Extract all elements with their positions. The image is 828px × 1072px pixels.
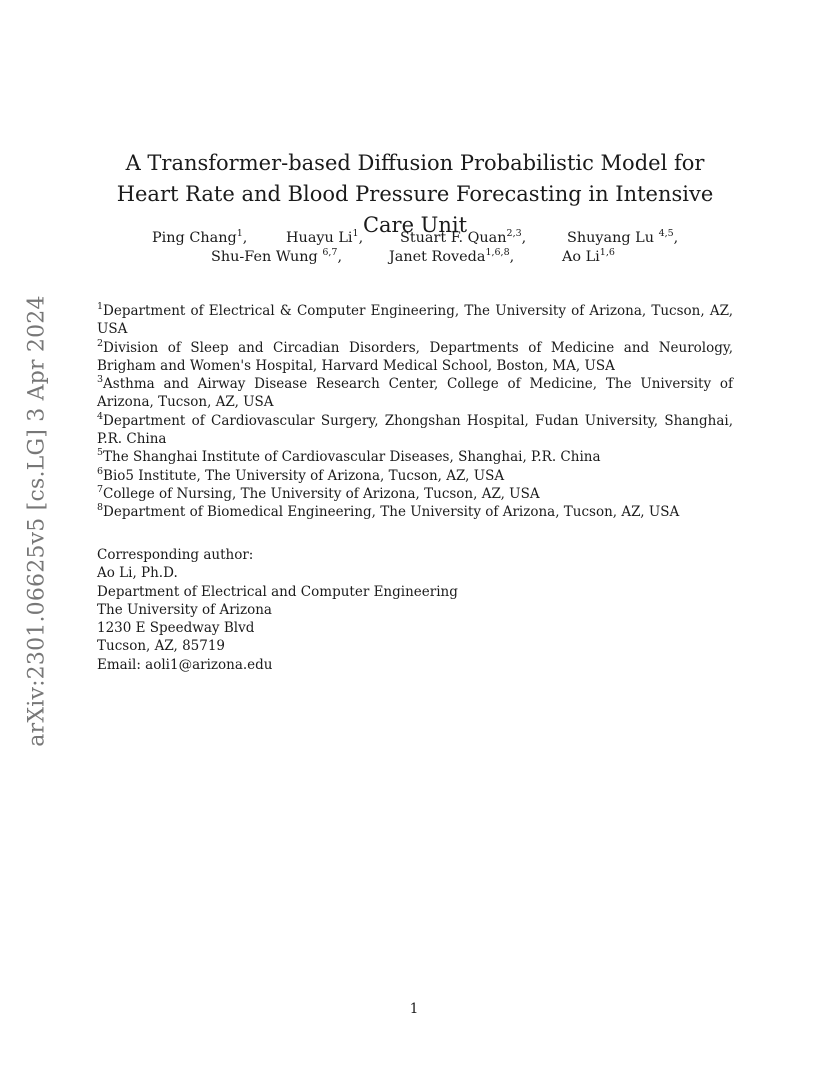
affiliation-item: $^4$Department of Cardiovascular Surgery, Zhongshan Hospital, Fudan University, Shanghai, P.R. China [97,410,733,448]
corresponding-heading: Corresponding author: [97,547,254,563]
corresponding-city: Tucson, AZ, 85719 [97,638,226,655]
author: Shu-Fen Wung $^{6,7}$, [211,247,343,265]
affiliation-item: $^6$Bio5 Institute, The University of Arizona, Tucson, AZ, USA [97,465,505,484]
author: Stuart F. Quan$^{2,3}$, [400,228,527,246]
affiliation-list [97,302,733,522]
arxiv-identifier[interactable]: arXiv:2301.06625v5 [cs.LG] 3 Apr 2024 [24,295,50,747]
affiliation-item: $^1$Department of Electrical & Computer Engineering, The University of Arizona, Tucson, AZ, USA [97,301,733,338]
author: Huayu Li$^1$, [286,228,364,246]
affiliation-item: $^2$Division of Sleep and Circadian Disorders, Departments of Medicine and Neurology, Brigham and Women's Hospital, Harvard Medical School, Boston, MA, USA [97,337,733,374]
corresponding-email[interactable]: Email: aoli1@arizona.edu [97,656,273,673]
page-number: 1 [409,1001,419,1017]
corresponding-author-block [97,546,597,674]
corresponding-institution: The University of Arizona [97,601,272,618]
author: Ping Chang$^1$, [152,228,248,246]
affiliation-item: $^3$Asthma and Airway Disease Research Center, College of Medicine, The University of Arizona, Tucson, AZ, USA [97,374,733,411]
author-line-2 [0,247,828,269]
author: Shuyang Lu $^{4,5}$, [567,228,679,246]
paper-title: A Transformer-based Diffusion Probabilistic Model for Heart Rate and Blood Pressure Forecasting in Intensive Care Unit [116,151,714,237]
corresponding-name: Ao Li, Ph.D. [97,565,178,582]
corresponding-department: Department of Electrical and Computer Engineering [97,583,458,600]
author: Janet Roveda$^{1,6,8}$, [389,247,515,265]
affiliation-item: $^7$College of Nursing, The University of Arizona, Tucson, AZ, USA [97,483,540,502]
affiliation-item: $^8$Department of Biomedical Engineering, The University of Arizona, Tucson, AZ, USA [97,502,680,521]
affiliation-item: $^5$The Shanghai Institute of Cardiovascular Diseases, Shanghai, P.R. China [97,447,601,466]
arxiv-stamp [16,292,58,750]
author: Ao Li$^{1,6}$ [562,247,615,265]
corresponding-street: 1230 E Speedway Blvd [97,620,255,637]
